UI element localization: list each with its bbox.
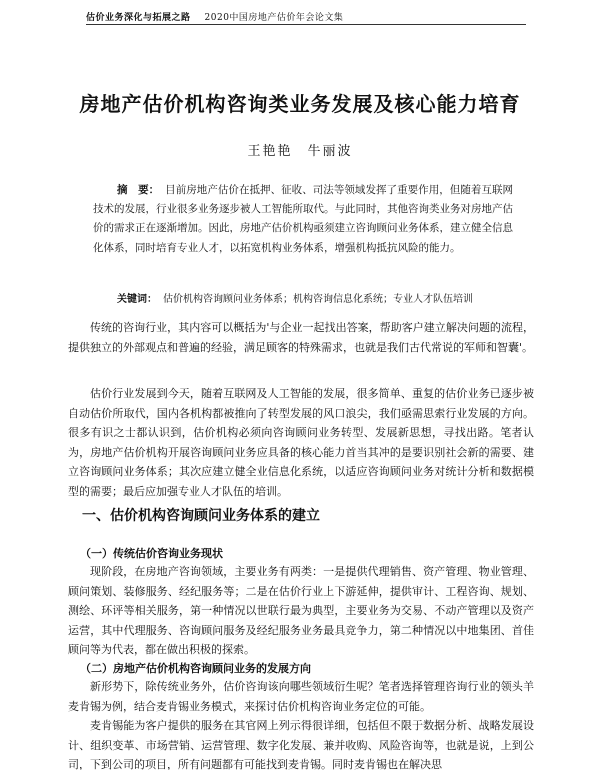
body-paragraph-1: 传统的咨询行业，其内容可以概括为'与企业一起找出答案，帮助客户建立解决问题的流程，提供独立的外部观点和普遍的经验，满足顾客的特殊需求，也就是我们古代常说的军师和智囊'。 [68,321,534,354]
header-left: 估价业务深化与拓展之路 [86,13,191,23]
body-paragraph-2: 估价行业发展到今天，随着互联网及人工智能的发展，很多简单、重复的估价业务已逐步被自动估价所取代，国内各机构都被推向了转型发展的风口浪尖，我们亟需思索行业发展的方向。很多有识之士都认识到，估价机构必须向咨询顾问业务转型、发展新思想，寻找出路。笔者认为，房地产估价机构开展咨询顾问业务应具备的核心能力首当其冲的是要识别社会新的需要、建立咨询顾问业务体系；其次应建立健全业信息化系统，以适应咨询顾问业务对统计分析和数据模型的需要；最后应加强专业人才队伍的培训。 [68,387,534,498]
subsection-heading-2: （二）房地产估价机构咨询顾问业务的发展方向 [80,662,311,675]
article-authors: 王艳艳 牛丽波 [247,144,353,159]
subsection-2-paragraph-1: 新形势下，除传统业务外，估价咨询该向哪些领域衍生呢？笔者选择管理咨询行业的领头羊麦肯锡为例，结合麦肯锡业务模式，来探讨估价机构咨询业务定位的可能。 [68,680,534,713]
article-title: 房地产估价机构咨询类业务发展及核心能力培育 [79,92,521,116]
running-header [86,10,526,23]
keywords [117,290,537,305]
abstract-label: 摘 要： [117,184,160,196]
abstract [93,181,513,258]
keywords-text: 估价机构咨询顾问业务体系；机构咨询信息化系统；专业人才队伍培训 [163,294,473,305]
header-rule [86,24,526,25]
subsection-1-paragraph: 现阶段，在房地产咨询领域，主要业务有两类：一是提供代理销售、资产管理、物业管理、顾问策划、装修服务、经纪服务等；二是在估价行业上下游延伸，提供审计、工程咨询、规划、测绘、环评等相关服务，第一种情况以世联行最为典型，主要业务为交易、不动产管理以及资产运营，其中代理服务、咨询顾问服务及经纪服务业务最具竞争力，第二种情况以中地集团、首佳顾问等为代表，都在做出积极的探索。 [68,565,534,656]
subsection-2-paragraph-2: 麦肯锡能为客户提供的服务在其官网上列示得很详细，包括但不限于数据分析、战略发展设计、组织变革、市场营销、运营管理、数字化发展、兼并收购、风险咨询等，也就是说，上到公司，下到公司的项目，所有问题都有可能找到麦肯锡。同时麦肯锡也在解决思 [68,719,534,770]
section-heading: 一、估价机构咨询顾问业务体系的建立 [82,508,320,524]
keywords-label: 关键词： [117,294,157,305]
subsection-heading-1: （一）传统估价咨询业务现状 [80,547,223,560]
header-right: 2020中国房地产估价年会论文集 [204,13,344,23]
abstract-text: 目前房地产估价在抵押、征收、司法等领域发挥了重要作用，但随着互联网技术的发展，行业很多业务逐步被人工智能所取代。与此同时，其他咨询类业务对房地产估价的需求正在逐渐增加。因此，房地产估价机构亟须建立咨询顾问业务体系，建立健全信息化体系，同时培育专业人才，以拓宽机构业务体系，增强机构抵抗风险的能力。 [93,184,514,254]
